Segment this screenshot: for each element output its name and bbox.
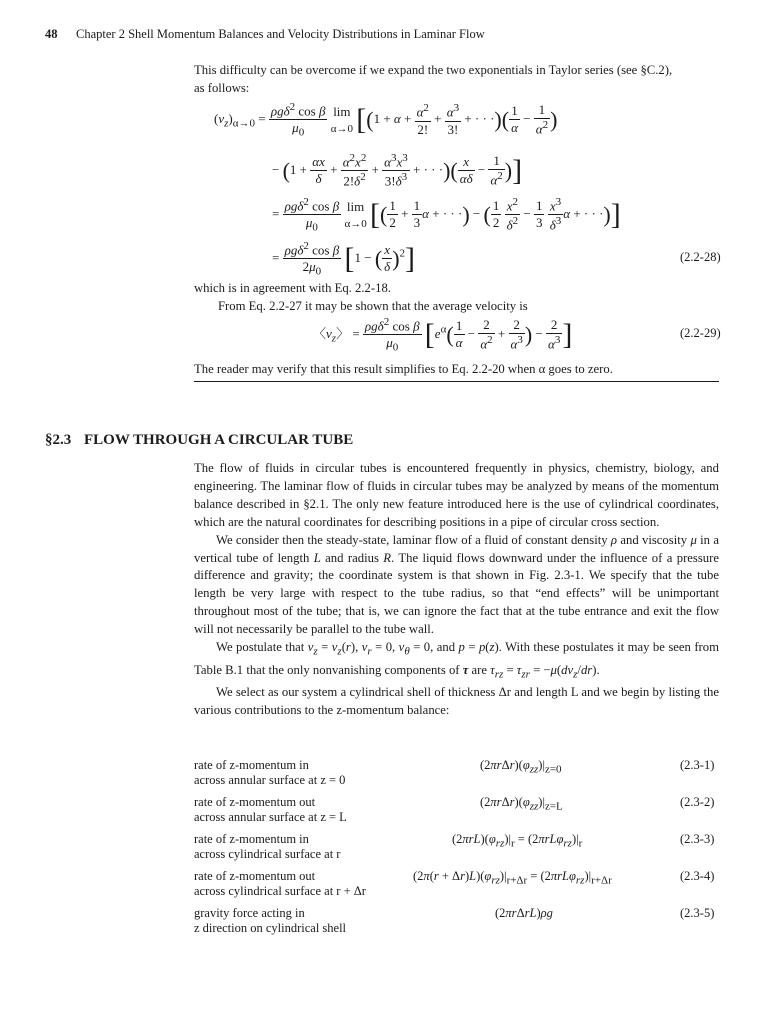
equation-number: (2.3-3) — [680, 832, 715, 846]
balance-item: rate of z-momentum in across cylindrical surface at r — [194, 832, 341, 861]
equation-number: (2.2-28) — [680, 250, 721, 264]
section-title: FLOW THROUGH A CIRCULAR TUBE — [84, 432, 354, 448]
intro-line-2: as follows: — [194, 81, 250, 95]
equation-number: (2.3-2) — [680, 795, 715, 809]
paragraph: We select as our system a cylindrical shell of thickness Δr and length L and we begin by listing the various contributions to the z-momentum balance: — [194, 684, 719, 717]
equation-number: (2.3-4) — [680, 869, 715, 883]
equation-number: (2.3-1) — [680, 758, 715, 772]
balance-equation: $(2\pi rL)(\varphi_{rz})|_r = (2\pi rL\varphi_{rz})|_r$ — [452, 832, 583, 850]
equation-average-velocity: 〈$v_z$〉 = $\frac{\rho g\delta^2 \cos \beta}{\mu_0}$ [$e^\alpha$( $\frac{1}{\alpha}$ − $\frac{2}{\alpha^2}$ + $\frac{2}{\alpha^3}$ ) − $\frac{2}{\alpha^3}$ ] — [313, 316, 573, 354]
equation-line-4: = $\frac{\rho g\delta^2 \cos \beta}{2\mu_0}$ [1 − ( $\frac{x}{\delta}$ )$^2$] — [272, 240, 416, 278]
balance-equation: $(2\pi r\Delta r)(\varphi_{zz})|_{z=L}$ — [480, 795, 563, 813]
equation-number: (2.2-29) — [680, 326, 721, 340]
divider-rule — [194, 381, 719, 382]
balance-equation: $(2\pi(r + \Delta r)L)(\varphi_{rz})|_{r+\Delta r} = (2\pi rL\varphi_{rz})|_{r+\Delta r}$ — [413, 869, 612, 887]
balance-item: rate of z-momentum in across annular surface at z = 0 — [194, 758, 346, 787]
balance-equation: (2πrΔrL)ρg — [495, 906, 553, 920]
balance-item: rate of z-momentum out across cylindrical surface at r + Δr — [194, 869, 366, 898]
equation-line-3: = $\frac{\rho g\delta^2 \cos \beta}{\mu_0}$ lim α→0 [( $\frac{1}{2}$ + $\frac{1}{3}$ α + · · ·) − ( $\frac{1}{2}$ $\frac{x^2}{\delta^2}$ − $\frac{1}{3}$ $\frac{x^3}{\delta^3}$ α + · · ·)] — [272, 196, 621, 234]
section-body — [194, 460, 719, 720]
average-velocity-intro: From Eq. 2.2-27 it may be shown that the average velocity is — [218, 299, 528, 313]
balance-item: gravity force acting in z direction on cylindrical shell — [194, 906, 347, 935]
equation-line-1: $(v_z)_{\alpha\to 0}$ = $\frac{\rho g\delta^2 \cos \beta}{\mu_0}$ lim α→0 [(1 + α + $\frac{\alpha^2}{2!}$ + $\frac{\alpha^3}{3!}$ + · · ·)( $\frac{1}{\alpha}$ − $\frac{1}{\alpha^2}$ ) — [214, 101, 558, 139]
equation-line-2: − (1 + $\frac{\alpha x}{\delta}$ + $\frac{\alpha^2x^2}{2!\delta^2}$ + $\frac{\alpha^3x^3}{3!\delta^3}$ + · · ·)( $\frac{x}{\alpha\delta}$ − $\frac{1}{\alpha^2}$ )] — [272, 152, 523, 189]
agreement-text: which is in agreement with Eq. 2.2-18. — [194, 281, 391, 295]
running-title: Chapter 2 Shell Momentum Balances and Velocity Distributions in Laminar Flow — [76, 27, 485, 41]
paragraph: We postulate that $v_z = v_z(r)$, $v_r = 0$, $v_\theta = 0$, and p = p(z). With these postulates it may be seen from Table B.1 that the only nonvanishing components of τ are $\tau_{rz} = \tau_{zr} = -\mu(dv_z/dr)$. — [194, 640, 719, 681]
page-number: 48 — [45, 27, 58, 41]
intro-line-1: This difficulty can be overcome if we expand the two exponentials in Taylor series (see §C.2), — [194, 63, 673, 77]
section-number: §2.3 — [45, 432, 72, 448]
verify-text: The reader may verify that this result simplifies to Eq. 2.2-20 when α goes to zero. — [194, 362, 613, 376]
paragraph: The flow of fluids in circular tubes is encountered frequently in physics, chemistry, biology, and engineering. The laminar flow of fluids in circular tubes may be analyzed by means of the momentum balance described in §2.1. The only new feature introduced here is the use of cylindrical coordinates, which are the natural coordinates for describing positions in a pipe of circular cross section. — [194, 461, 719, 529]
balance-item: rate of z-momentum out across annular surface at z = L — [194, 795, 347, 824]
balance-equation: $(2\pi r\Delta r)(\varphi_{zz})|_{z=0}$ — [480, 758, 562, 776]
paragraph: We consider then the steady-state, laminar flow of a fluid of constant density ρ and viscosity μ in a vertical tube of length L and radius R. The liquid flows downward under the influence of a pressure difference and gravity; the coordinate system is that shown in Fig. 2.3-1. We specify that the tube length be very large with respect to the tube radius, so that “end effects” will be unimportant throughout most of the tube; that is, we can ignore the fact that at the tube entrance and exit the flow will not necessarily be parallel to the tube wall. — [194, 532, 720, 637]
equation-number: (2.3-5) — [680, 906, 715, 920]
